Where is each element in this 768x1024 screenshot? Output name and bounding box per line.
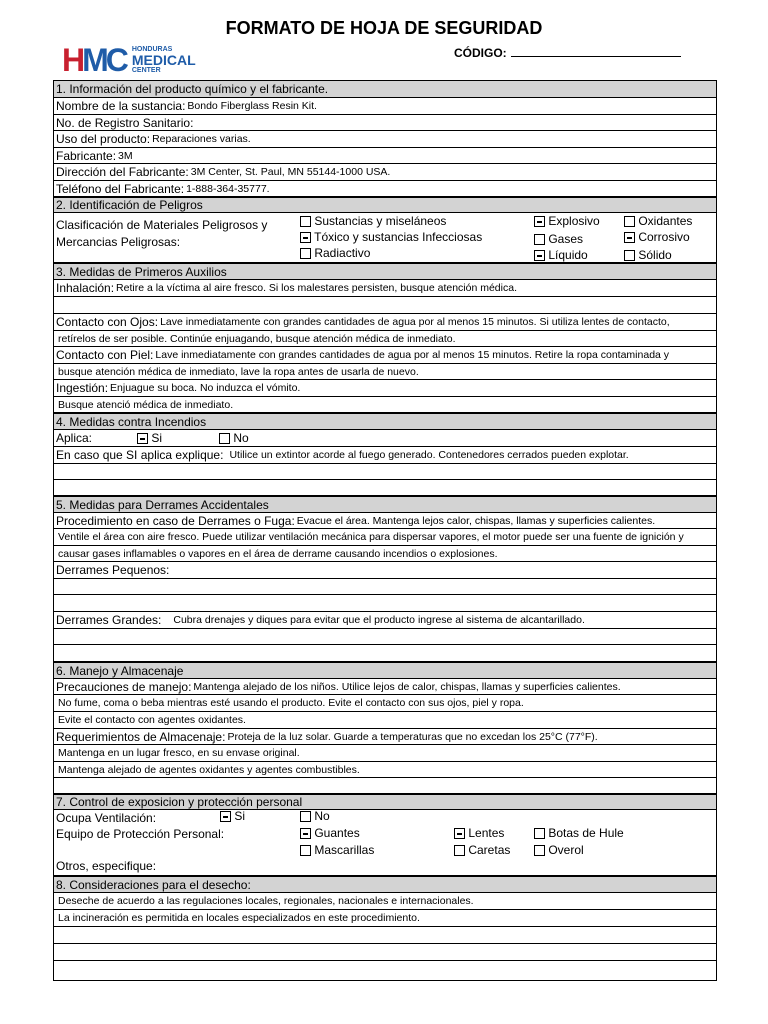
otros-label: Otros, especifique:: [56, 859, 157, 873]
row-explique[interactable]: En caso que SI aplica explique: Utilice un extintor acorde al fuego generado. Contenedores cerrados pueden explotar.: [54, 447, 716, 464]
row-blank[interactable]: [54, 778, 716, 794]
epp-lentes[interactable]: Lentes: [454, 826, 504, 840]
codigo-field[interactable]: [454, 46, 681, 60]
opt-sustancias[interactable]: Sustancias y miseláneos: [300, 214, 446, 228]
checkbox-checked-icon[interactable]: [137, 433, 148, 444]
opt-explosivo[interactable]: Explosivo: [534, 214, 600, 228]
row-procedimiento-3[interactable]: causar gases inflamables o vapores en el área de derrame causando incendios o explosiones.: [54, 546, 716, 562]
row-blank[interactable]: [54, 579, 716, 595]
opt-corrosivo[interactable]: Corrosivo: [624, 230, 690, 244]
checkbox-checked-icon[interactable]: [534, 250, 545, 261]
checkbox-icon[interactable]: [624, 216, 635, 227]
checkbox-icon[interactable]: [219, 433, 230, 444]
row-almacenaje[interactable]: Requerimientos de Almacenaje: Proteja de la luz solar. Guarde a temperaturas que no excedan los 25°C (77°F).: [54, 729, 716, 745]
row-piel[interactable]: Contacto con Piel: Lave inmediatamente con grandes cantidades de agua por al menos 15 minutos. Retire la ropa contaminada y: [54, 347, 716, 364]
row-blank[interactable]: [54, 595, 716, 612]
ventilacion-label: Ocupa Ventilación:: [56, 811, 157, 825]
row-precauciones[interactable]: Precauciones de manejo: Mantenga alejado de los niños. Utilice lejos de calor, chispas, llamas y superficies calientes.: [54, 679, 716, 695]
row-blank[interactable]: [54, 480, 716, 496]
row-fabricante[interactable]: Fabricante: 3M: [54, 148, 716, 164]
checkbox-icon[interactable]: [534, 828, 545, 839]
logo-text: HONDURAS MEDICAL CENTER: [131, 46, 196, 74]
section-4-header: 4. Medidas contra Incendios: [54, 413, 716, 430]
clasificacion-label-2: Mercancias Peligrosas:: [56, 235, 181, 249]
row-almacenaje-2[interactable]: Mantenga en un lugar fresco, en su envase original.: [54, 745, 716, 762]
row-registro[interactable]: No. de Registro Sanitario:: [54, 115, 716, 131]
page-title: FORMATO DE HOJA DE SEGURIDAD: [225, 18, 543, 38]
checkbox-icon[interactable]: [534, 234, 545, 245]
row-blank[interactable]: [54, 645, 716, 662]
epp-guantes[interactable]: Guantes: [300, 826, 360, 840]
opt-oxidantes[interactable]: Oxidantes: [624, 214, 692, 228]
opt-liquido[interactable]: Líquido: [534, 248, 588, 262]
checkbox-icon[interactable]: [300, 216, 311, 227]
checkbox-icon[interactable]: [534, 845, 545, 856]
epp-botas[interactable]: Botas de Hule: [534, 826, 624, 840]
epp-label: Equipo de Protección Personal:: [56, 827, 225, 841]
epp-mascarillas[interactable]: Mascarillas: [300, 843, 374, 857]
row-precauciones-2[interactable]: No fume, coma o beba mientras esté usando el producto. Evite el contacto con sus ojos, piel y ropa.: [54, 695, 716, 712]
checkbox-checked-icon[interactable]: [300, 232, 311, 243]
checkbox-icon[interactable]: [300, 845, 311, 856]
section-5-header: 5. Medidas para Derrames Accidentales: [54, 496, 716, 513]
row-blank[interactable]: [54, 961, 716, 979]
row-blank[interactable]: [54, 297, 716, 314]
section-1-header: 1. Información del producto químico y el fabricante.: [54, 81, 716, 98]
row-piel-2[interactable]: busque atención médica de inmediato, lave la ropa antes de usarla de nuevo.: [54, 364, 716, 380]
codigo-line[interactable]: [511, 46, 681, 57]
checkbox-icon[interactable]: [300, 248, 311, 259]
row-procedimiento-2[interactable]: Ventile el área con aire fresco. Puede utilizar ventilación mecánica para dispersar vapores, el motor puede ser una fuente de ignición y: [54, 529, 716, 546]
row-derrames-grandes[interactable]: Derrames Grandes: Cubra drenajes y diques para evitar que el producto ingrese al sistema de alcantarillado.: [54, 612, 716, 629]
ventilacion-si[interactable]: Si: [220, 810, 245, 823]
epp-overol[interactable]: Overol: [534, 843, 584, 857]
row-blank[interactable]: [54, 629, 716, 645]
row-blank[interactable]: [54, 944, 716, 961]
opt-gases[interactable]: Gases: [534, 232, 583, 246]
row-blank[interactable]: [54, 927, 716, 944]
row-ojos-2[interactable]: retírelos de ser posible. Continúe enjuagando, busque atención médica de inmediato.: [54, 331, 716, 347]
codigo-label: CÓDIGO:: [454, 46, 507, 60]
row-ojos[interactable]: Contacto con Ojos: Lave inmediatamente con grandes cantidades de agua por al menos 15 minutos. Si utiliza lentes de contacto,: [54, 314, 716, 331]
section-7-header: 7. Control de exposicion y protección personal: [54, 794, 716, 810]
row-inhalacion[interactable]: Inhalación: Retire a la víctima al aire fresco. Si los malestares persisten, busque atención médica.: [54, 280, 716, 297]
checkbox-checked-icon[interactable]: [220, 811, 231, 822]
aplica-si[interactable]: Si: [137, 431, 162, 445]
row-blank[interactable]: [54, 464, 716, 480]
checkbox-icon[interactable]: [454, 845, 465, 856]
opt-solido[interactable]: Sólido: [624, 248, 672, 262]
row-precauciones-3[interactable]: Evite el contacto con agentes oxidantes.: [54, 712, 716, 729]
checkbox-checked-icon[interactable]: [534, 216, 545, 227]
opt-toxico[interactable]: Tóxico y sustancias Infecciosas: [300, 230, 482, 244]
row-desecho-1[interactable]: Deseche de acuerdo a las regulaciones locales, regionales, nacionales e internacionales.: [54, 893, 716, 910]
row-proteccion: [54, 810, 716, 876]
row-ingestion[interactable]: Ingestión: Enjuague su boca. No induzca el vómito.: [54, 380, 716, 397]
epp-caretas[interactable]: Caretas: [454, 843, 510, 857]
checkbox-checked-icon[interactable]: [624, 232, 635, 243]
row-uso[interactable]: Uso del producto: Reparaciones varias.: [54, 131, 716, 148]
checkbox-icon[interactable]: [300, 811, 311, 822]
section-2-header: 2. Identificación de Peligros: [54, 197, 716, 213]
row-clasificacion: [54, 213, 716, 263]
opt-radiactivo[interactable]: Radiactivo: [300, 246, 370, 260]
ventilacion-no[interactable]: No: [300, 810, 330, 823]
row-procedimiento[interactable]: Procedimiento en caso de Derrames o Fuga: Evacue el área. Mantenga lejos calor, chispas, llamas y superficies calientes.: [54, 513, 716, 529]
section-6-header: 6. Manejo y Almacenaje: [54, 662, 716, 679]
row-nombre[interactable]: Nombre de la sustancia: Bondo Fiberglass Resin Kit.: [54, 98, 716, 115]
checkbox-checked-icon[interactable]: [300, 828, 311, 839]
row-almacenaje-3[interactable]: Mantenga alejado de agentes oxidantes y agentes combustibles.: [54, 762, 716, 778]
row-derrames-pequenos[interactable]: Derrames Pequenos:: [54, 562, 716, 579]
row-telefono[interactable]: Teléfono del Fabricante: 1-888-364-35777.: [54, 181, 716, 197]
logo-mark: HMC: [62, 42, 126, 78]
hmc-logo: [62, 44, 196, 76]
row-aplica: [54, 430, 716, 447]
checkbox-icon[interactable]: [624, 250, 635, 261]
checkbox-checked-icon[interactable]: [454, 828, 465, 839]
safety-form: [53, 80, 717, 981]
row-desecho-2[interactable]: La incineración es permitida en locales especializados en este procedimiento.: [54, 910, 716, 927]
row-ingestion-2[interactable]: Busque atenció médica de inmediato.: [54, 397, 716, 413]
clasificacion-label-1: Clasificación de Materiales Peligrosos y: [56, 218, 268, 232]
aplica-no[interactable]: No: [219, 431, 249, 445]
row-direccion[interactable]: Dirección del Fabricante: 3M Center, St. Paul, MN 55144-1000 USA.: [54, 164, 716, 181]
aplica-label: Aplica:: [56, 431, 93, 445]
section-8-header: 8. Consideraciones para el desecho:: [54, 876, 716, 893]
section-3-header: 3. Medidas de Primeros Auxilios: [54, 263, 716, 280]
